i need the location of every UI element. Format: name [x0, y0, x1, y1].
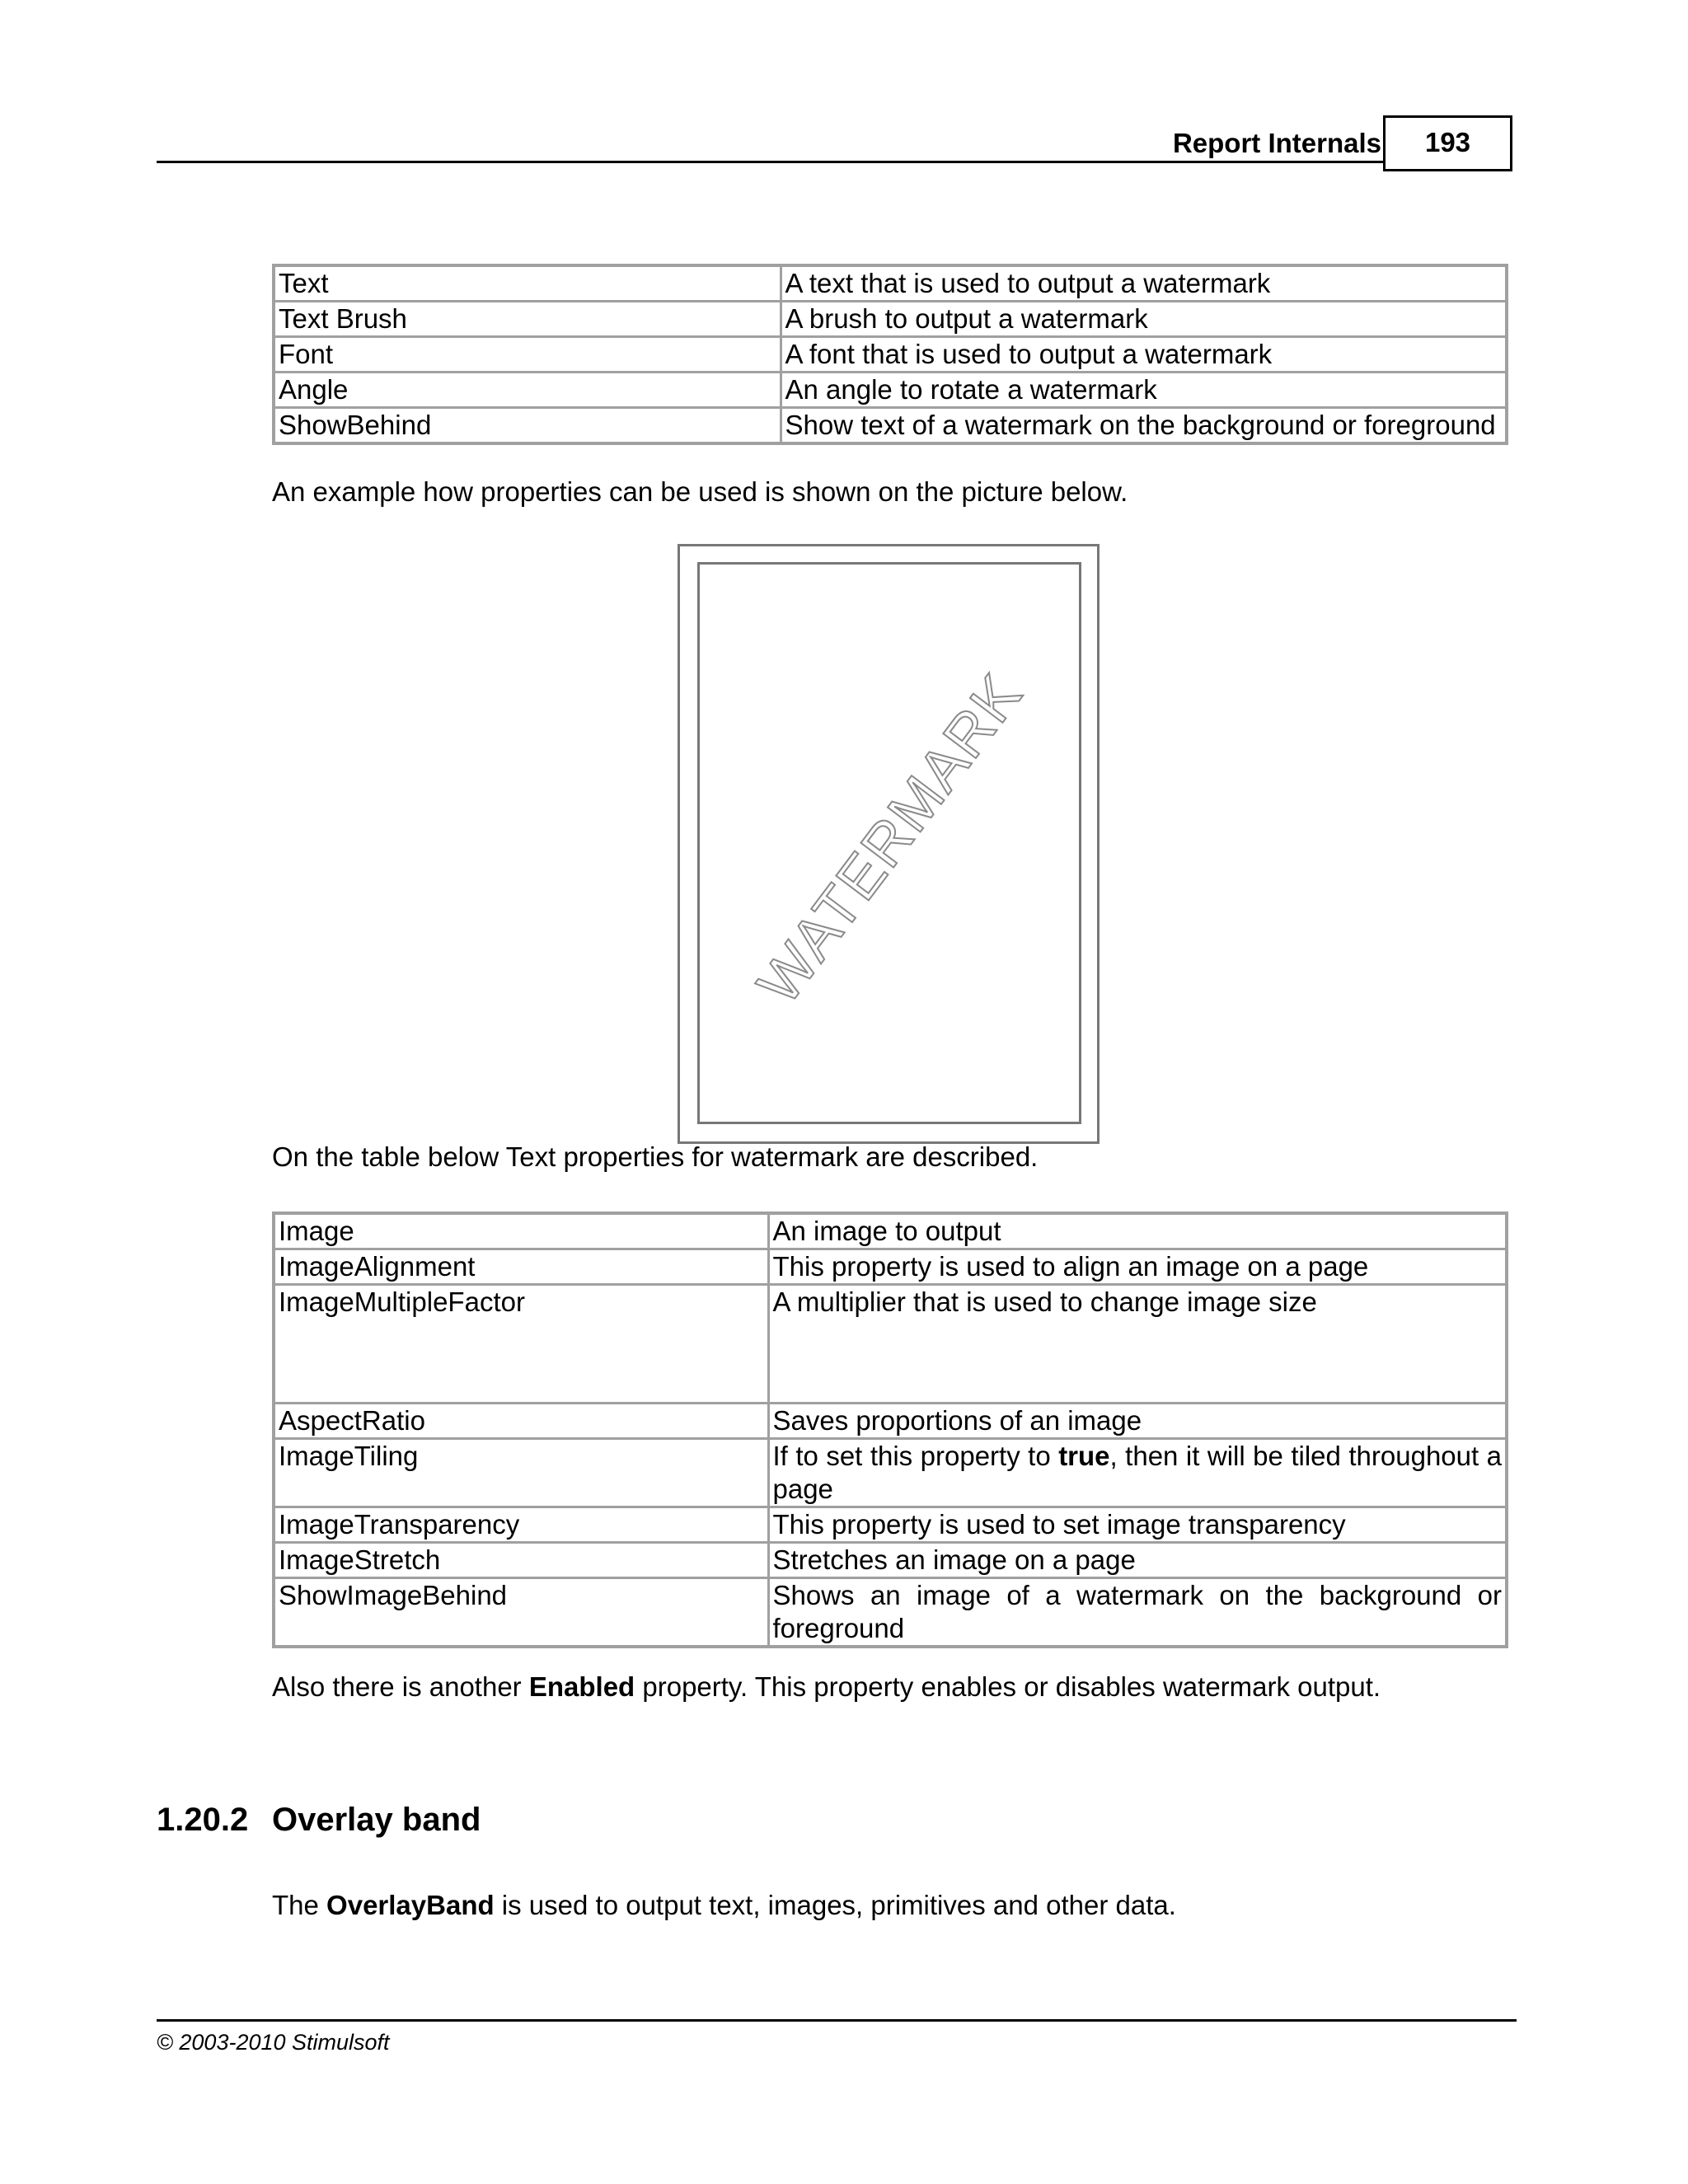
example-paragraph: An example how properties can be used is shown on the picture below. — [272, 476, 1128, 507]
description-text: If to set this property to — [772, 1441, 1059, 1471]
paragraph-keyword: Enabled — [528, 1671, 635, 1702]
footer-copyright: © 2003-2010 Stimulsoft — [157, 2030, 390, 2055]
property-description: Show text of a watermark on the background or foreground — [781, 408, 1507, 444]
property-name: ShowBehind — [274, 408, 781, 444]
description-text: , then it will be tiled throughout a page — [772, 1441, 1502, 1504]
section-title: Overlay band — [272, 1802, 481, 1838]
property-description: Shows an image of a watermark on the background or foreground — [768, 1578, 1507, 1647]
property-name: ImageTiling — [274, 1439, 768, 1507]
property-description: Stretches an image on a page — [768, 1543, 1507, 1578]
property-description: This property is used to align an image on a page — [768, 1249, 1507, 1285]
paragraph-keyword: OverlayBand — [326, 1890, 495, 1920]
table-row — [274, 1285, 1507, 1404]
table-row — [274, 302, 1507, 337]
property-name: ImageStretch — [274, 1543, 768, 1578]
table-row — [274, 265, 1507, 302]
description-keyword: true — [1058, 1441, 1110, 1471]
property-name: Text — [274, 265, 781, 302]
image-properties-table — [272, 1212, 1508, 1648]
table-row — [274, 1543, 1507, 1578]
property-name: Text Brush — [274, 302, 781, 337]
table-row — [274, 1404, 1507, 1439]
property-name: Angle — [274, 373, 781, 408]
table-row — [274, 1213, 1507, 1249]
property-description: An angle to rotate a watermark — [781, 373, 1507, 408]
table-row — [274, 1439, 1507, 1507]
page-number: 193 — [1383, 115, 1512, 171]
property-name: ImageMultipleFactor — [274, 1285, 768, 1404]
property-description: A brush to output a watermark — [781, 302, 1507, 337]
property-description: A multiplier that is used to change image size — [768, 1285, 1507, 1404]
table-row — [274, 1507, 1507, 1543]
header-rule — [157, 161, 1385, 163]
table-row — [274, 373, 1507, 408]
enabled-paragraph — [272, 1669, 1381, 1705]
property-description: This property is used to set image transparency — [768, 1507, 1507, 1543]
property-name: ShowImageBehind — [274, 1578, 768, 1647]
property-description: Saves proportions of an image — [768, 1404, 1507, 1439]
running-header-title: Report Internals — [1172, 128, 1381, 158]
table-row — [274, 337, 1507, 373]
property-name: Image — [274, 1213, 768, 1249]
property-name: ImageTransparency — [274, 1507, 768, 1543]
text-properties-table — [272, 264, 1508, 445]
paragraph-text: The — [272, 1890, 327, 1920]
paragraph-text: is used to output text, images, primitives and other data. — [494, 1890, 1176, 1920]
section-number: 1.20.2 — [157, 1802, 249, 1838]
property-name: ImageAlignment — [274, 1249, 768, 1285]
table-row — [274, 408, 1507, 444]
footer-rule — [157, 2019, 1517, 2022]
property-description: An image to output — [768, 1213, 1507, 1249]
property-name: AspectRatio — [274, 1404, 768, 1439]
property-description: A text that is used to output a watermark — [781, 265, 1507, 302]
overlay-band-paragraph — [272, 1887, 1176, 1924]
table-row — [274, 1578, 1507, 1647]
paragraph-text: property. This property enables or disables watermark output. — [635, 1671, 1381, 1702]
watermark-text: WATERMARK — [745, 662, 1035, 1016]
paragraph-text: Also there is another — [272, 1671, 529, 1702]
table-row — [274, 1249, 1507, 1285]
property-description — [768, 1439, 1507, 1507]
property-name: Font — [274, 337, 781, 373]
property-description: A font that is used to output a watermark — [781, 337, 1507, 373]
table-intro-paragraph: On the table below Text properties for watermark are described. — [272, 1141, 1039, 1172]
